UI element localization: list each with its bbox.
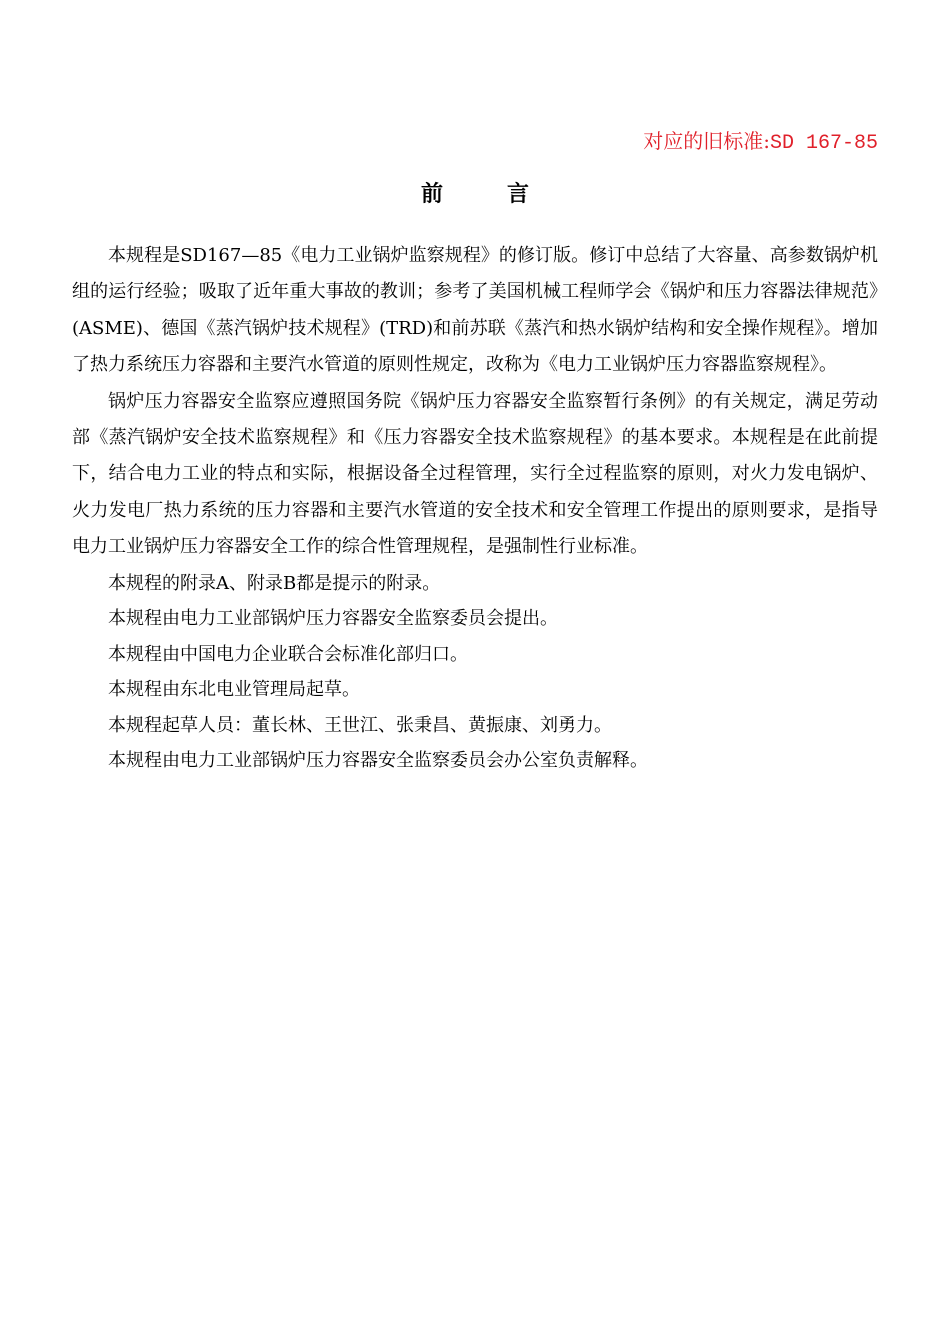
paragraph-scope: 锅炉压力容器安全监察应遵照国务院《锅炉压力容器安全监察暂行条例》的有关规定，满足劳动部《蒸汽锅炉安全技术监察规程》和《压力容器安全技术监察规程》的基本要求。本规程是在此前提下，结合电力工业的特点和实际，根据设备全过程管理，实行全过程监察的原则，对火力发电锅炉、火力发电厂热力系统的压力容器和主要汽水管道的安全技术和安全管理工作提出的原则要求，是指导电力工业锅炉压力容器安全工作的综合性管理规程，是强制性行业标准。 bbox=[72, 390, 878, 558]
paragraph-appendix: 本规程的附录A、附录B都是提示的附录。 bbox=[108, 572, 441, 594]
paragraph-interpretation: 本规程由电力工业部锅炉压力容器安全监察委员会办公室负责解释。 bbox=[108, 750, 648, 772]
document-body bbox=[72, 238, 878, 779]
paragraph-managed-by: 本规程由中国电力企业联合会标准化部归口。 bbox=[108, 643, 468, 665]
paragraph-drafted-by: 本规程由东北电业管理局起草。 bbox=[108, 679, 360, 701]
title-char-2: 言 bbox=[507, 181, 530, 207]
paragraph-proposed-by: 本规程由电力工业部锅炉压力容器安全监察委员会提出。 bbox=[108, 608, 558, 630]
paragraph-drafters: 本规程起草人员：董长林、王世江、张秉昌、黄振康、刘勇力。 bbox=[108, 714, 612, 736]
old-standard-label: 对应的旧标准: bbox=[643, 129, 770, 153]
title-char-1: 前 bbox=[420, 181, 443, 207]
page-title bbox=[0, 178, 950, 210]
old-standard-code: SD 167-85 bbox=[769, 132, 878, 155]
paragraph-revision: 本规程是SD167—85《电力工业锅炉监察规程》的修订版。修订中总结了大容量、高参数锅炉机组的运行经验；吸取了近年重大事故的教训；参考了美国机械工程师学会《锅炉和压力容器法律规范》(ASME)、德国《蒸汽锅炉技术规程》(TRD)和前苏联《蒸汽和热水锅炉结构和安全操作规程》。增加了热力系统压力容器和主要汽水管道的原则性规定，改称为《电力工业锅炉压力容器监察规程》。 bbox=[72, 245, 878, 376]
old-standard-reference bbox=[643, 127, 878, 158]
